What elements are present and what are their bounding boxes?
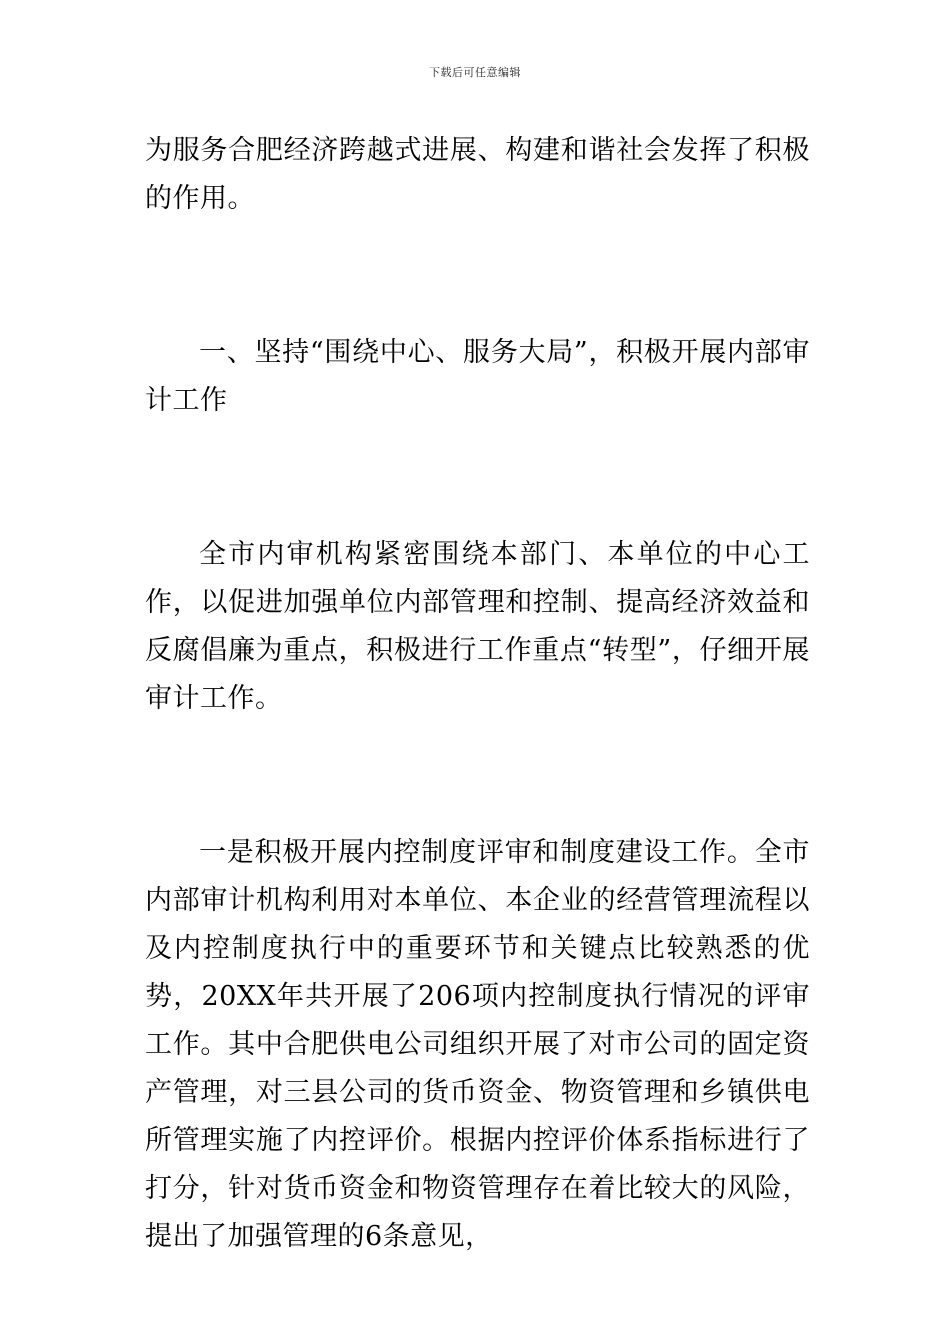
page-header-note: 下载后可任意编辑 bbox=[429, 66, 521, 79]
document-body bbox=[145, 127, 810, 1261]
paragraph-overview: 全市内审机构紧密围绕本部门、本单位的中心工作，以促进加强单位内部管理和控制、提高经济效益和反腐倡廉为重点，积极进行工作重点“转型”，仔细开展审计工作。 bbox=[145, 539, 810, 714]
section-heading-1: 一、坚持“围绕中心、服务大局”，积极开展内部审计工作 bbox=[145, 337, 810, 416]
paragraph-internal-control: 一是积极开展内控制度评审和制度建设工作。全市内部审计机构利用对本单位、本企业的经营管理流程以及内控制度执行中的重要环节和关键点比较熟悉的优势，20XX年共开展了206项内控制度执行情况的评审工作。其中合肥供电公司组织开展了对市公司的固定资产管理，对三县公司的货币资金、物资管理和乡镇供电所管理实施了内控评价。根据内控评价体系指标进行了打分，针对货币资金和物资管理存在着比较大的风险，提出了加强管理的6条意见， bbox=[145, 837, 810, 1252]
paragraph-continuation: 为服务合肥经济跨越式进展、构建和谐社会发挥了积极的作用。 bbox=[145, 135, 810, 214]
